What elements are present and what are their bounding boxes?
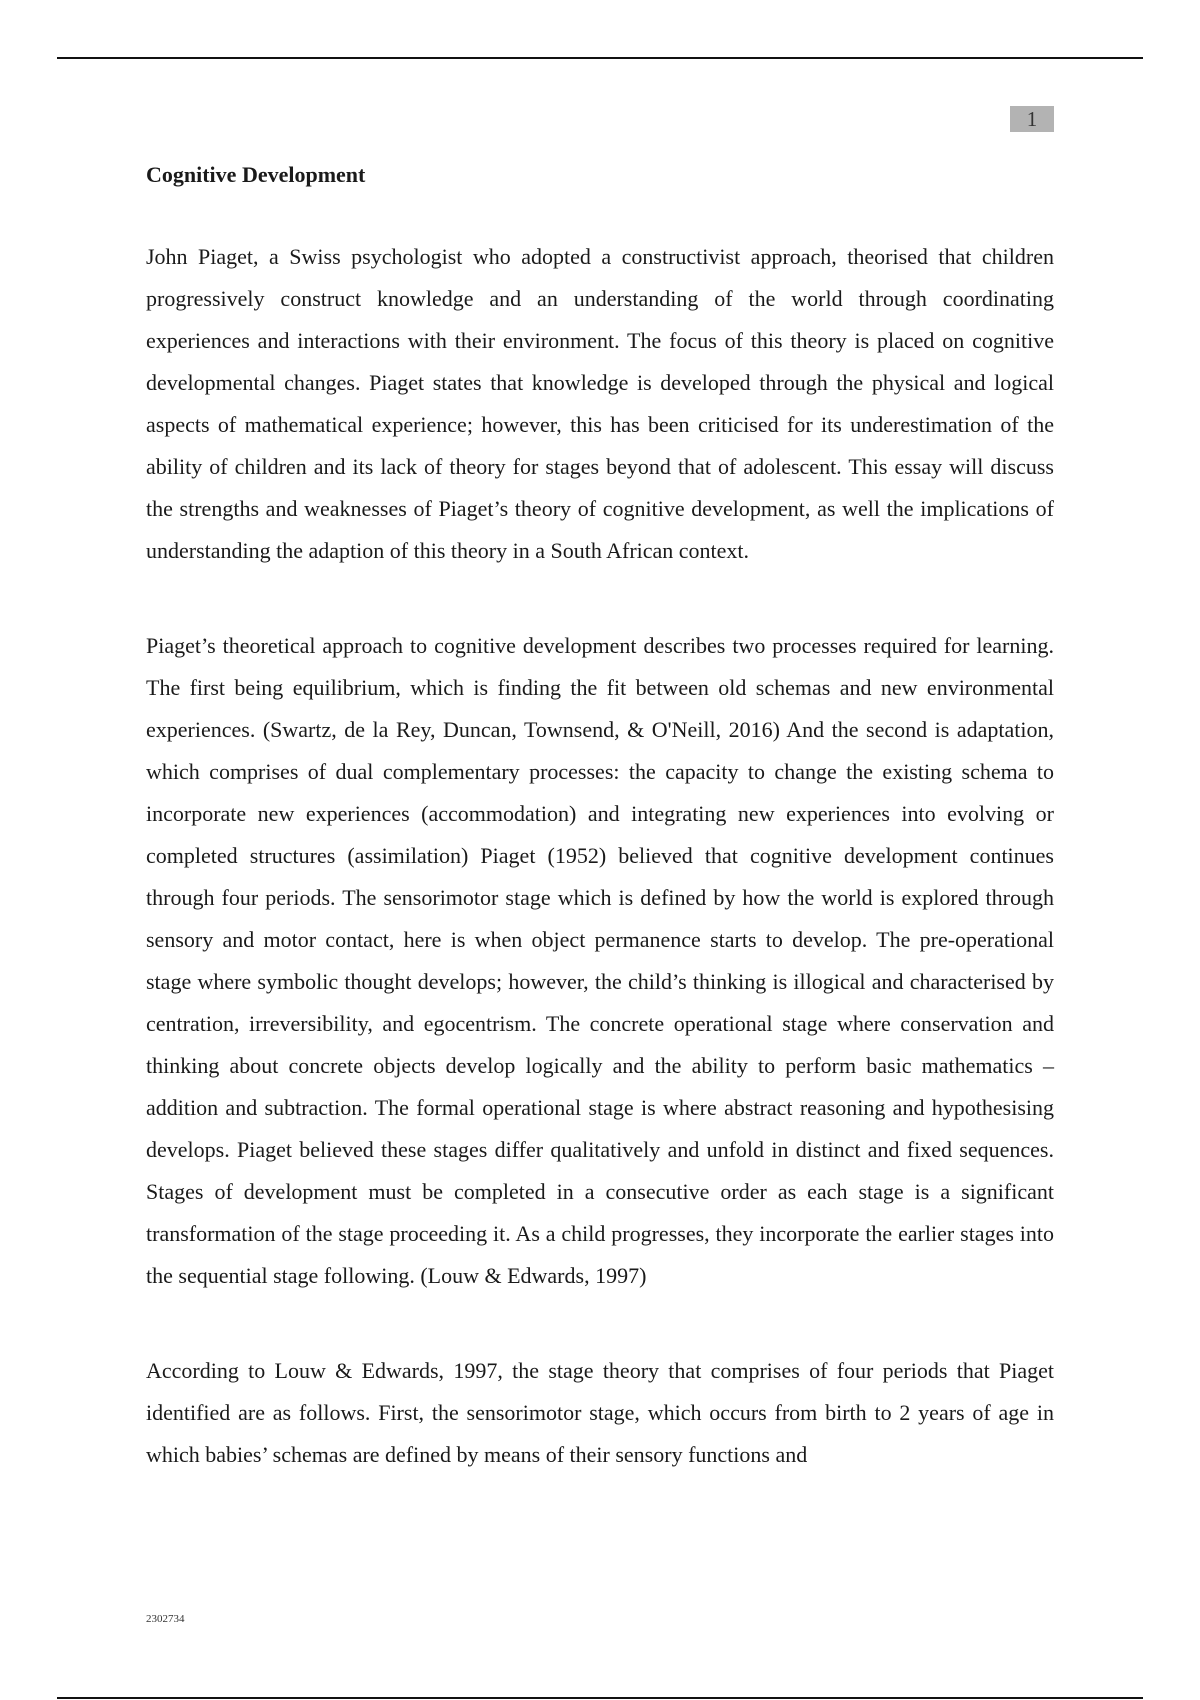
bottom-rule: [57, 1697, 1143, 1699]
document-id: 2302734: [146, 1613, 185, 1625]
paragraph-intro: John Piaget, a Swiss psychologist who adopted a constructivist approach, theorised that children progressively construct knowledge and an understanding of the world through coordinating experiences and interactions with their environment. The focus of this theory is placed on cognitive developmental changes. Piaget states that knowledge is developed through the physical and logical aspects of mathematical experience; however, this has been criticised for its underestimation of the ability of children and its lack of theory for stages beyond that of adolescent. This essay will discuss the strengths and weaknesses of Piaget’s theory of cognitive development, as well the implications of understanding the adaption of this theory in a South African context.: [146, 244, 1054, 563]
paragraph-theory: Piaget’s theoretical approach to cognitive development describes two processes required for learning. The first being equilibrium, which is finding the fit between old schemas and new environmental experiences. (Swartz, de la Rey, Duncan, Townsend, & O'Neill, 2016) And the second is adaptation, which comprises of dual complementary processes: the capacity to change the existing schema to incorporate new experiences (accommodation) and integrating new experiences into evolving or completed structures (assimilation) Piaget (1952) believed that cognitive development continues through four periods. The sensorimotor stage which is defined by how the world is explored through sensory and motor contact, here is when object permanence starts to develop. The pre-operational stage where symbolic thought develops; however, the child’s thinking is illogical and characterised by centration, irreversibility, and egocentrism. The concrete operational stage where conservation and thinking about concrete objects develop logically and the ability to perform basic mathematics – addition and subtraction. The formal operational stage is where abstract reasoning and hypothesising develops. Piaget believed these stages differ qualitatively and unfold in distinct and fixed sequences. Stages of development must be completed in a consecutive order as each stage is a significant transformation of the stage proceeding it. As a child progresses, they incorporate the earlier stages into the sequential stage following. (Louw & Edwards, 1997): [146, 633, 1054, 1288]
paragraph-stages: According to Louw & Edwards, 1997, the stage theory that comprises of four periods that Piaget identified are as follows. First, the sensorimotor stage, which occurs from birth to 2 years of age in which babies’ schemas are defined by means of their sensory functions and: [146, 1358, 1054, 1467]
page-number: 1: [1010, 106, 1054, 132]
top-rule: [57, 57, 1143, 59]
document-body: [146, 155, 1054, 1529]
document-title: Cognitive Development: [146, 162, 366, 187]
